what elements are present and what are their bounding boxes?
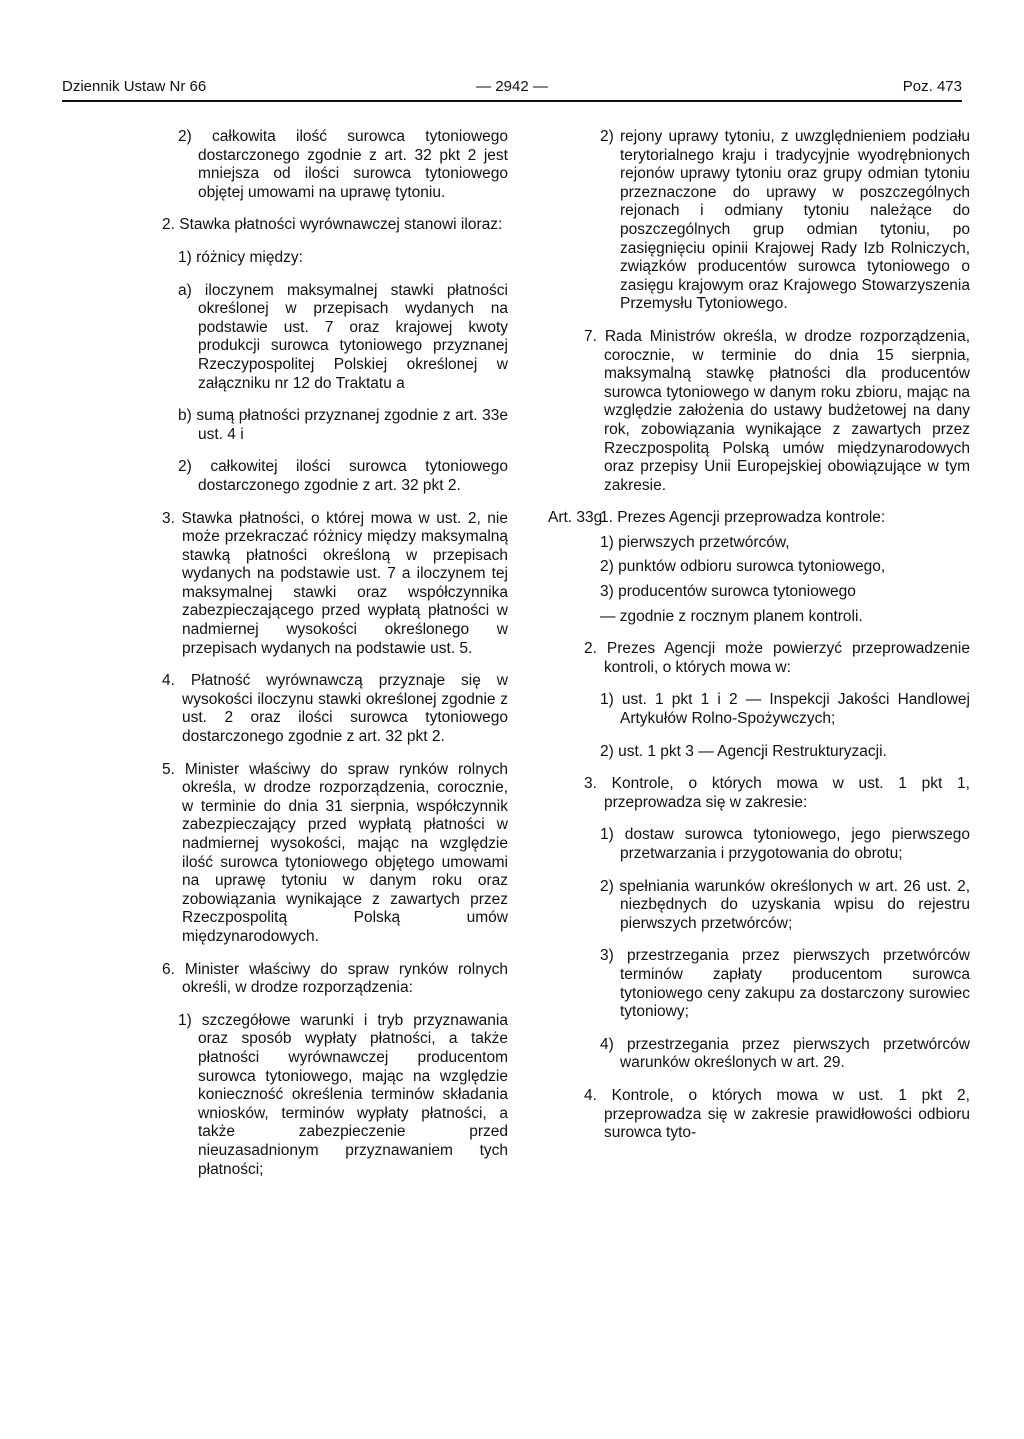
list-item: 4. Płatność wyrównawczą przyznaje się w wysokości iloczynu stawki określonej zgodnie z ust. 2 oraz ilości surowca tytoniowego dostarczonego zgodnie z art. 32 pkt 2. [162, 672, 508, 746]
article-heading [548, 509, 970, 528]
article-label: Art. 33g. [548, 509, 607, 527]
list-item: 3) przestrzegania przez pierwszych przetwórców terminów zapłaty producentom surowca tytoniowego ceny zakupu za dostarczony surowiec tytoniowy; [600, 947, 970, 1021]
list-item: b) sumą płatności przyznanej zgodnie z art. 33e ust. 4 i [178, 407, 508, 443]
list-item: 4) przestrzegania przez pierwszych przetwórców warunków określonych w art. 29. [600, 1035, 970, 1072]
header-rule [62, 100, 962, 102]
page-header [62, 78, 962, 102]
list-item: — zgodnie z rocznym planem kontroli. [600, 607, 863, 625]
list-item: 2. Prezes Agencji może powierzyć przeprowadzenie kontroli, o których mowa w: [584, 640, 970, 676]
position-number: Poz. 473 [902, 78, 962, 95]
list-item: 2) ust. 1 pkt 3 — Agencji Restrukturyzacji. [600, 742, 887, 760]
list-item: 2) punktów odbioru surowca tytoniowego, [600, 558, 886, 576]
list-item: 2. Stawka płatności wyrównawczej stanowi iloraz: [162, 216, 503, 234]
list-item: 2) całkowitej ilości surowca tytoniowego dostarczonego zgodnie z art. 32 pkt 2. [178, 458, 508, 494]
left-column [162, 128, 508, 1193]
list-item: 2) rejony uprawy tytoniu, z uwzględnieniem podziału terytorialnego kraju i tradycyjnie wyodrębnionych rejonów uprawy tytoniu oraz grupy odmian tytoniu przeznaczone do uprawy w poszczególnych rejonach i odmiany tytoniu należące do poszczególnych grup odmian tytoniu, po zasięgnięciu opinii Krajowej Rady Izb Rolniczych, związków producentów surowca tytoniowego o zasięgu krajowym oraz Krajowego Stowarzyszenia Przemysłu Tytoniowego. [600, 128, 970, 313]
list-item: 3) producentów surowca tytoniowego [600, 583, 856, 601]
list-item: 1) pierwszych przetwórców, [600, 533, 790, 551]
page-number: — 2942 — [476, 78, 548, 95]
list-item: 1) dostaw surowca tytoniowego, jego pierwszego przetwarzania i przygotowania do obrotu; [600, 826, 970, 862]
list-item: 3. Stawka płatności, o której mowa w ust. 2, nie może przekraczać różnicy między maksymalną stawką płatności określoną w przepisach wydanych na podstawie ust. 7 a iloczynem tej maksymalnej stawki oraz współczynnika zabezpieczającego przed wypłatą płatności w nadmiernej wysokości określonego w przepisach wydanych na podstawie ust. 5. [162, 509, 508, 657]
list-item: 7. Rada Ministrów określa, w drodze rozporządzenia, corocznie, w terminie do dnia 15 sierpnia, maksymalną stawkę płatności dla producentów surowca tytoniowego w danym roku zbioru, mając na względzie założenia do ustawy budżetowej na dany rok, zobowiązania wynikające z zawartych przez Rzeczpospolitą Polską umów międzynarodowych oraz przepisy Unii Europejskiej obowiązujące w tym zakresie. [584, 327, 970, 494]
list-item: 1) ust. 1 pkt 1 i 2 — Inspekcji Jakości Handlowej Artykułów Rolno-Spożywczych; [600, 691, 970, 728]
list-item: 1) szczegółowe warunki i tryb przyznawania oraz sposób wypłaty płatności, a także płatności wyrównawczej producentom surowca tytoniowego, mając na względzie konieczność określenia terminów składania wniosków, terminów wypłaty płatności, a także zabezpieczenie przed nieuzasadnionym przyznawaniem tych płatności; [178, 1011, 508, 1178]
list-item: 6. Minister właściwy do spraw rynków rolnych określi, w drodze rozporządzenia: [162, 960, 508, 997]
list-item: 2) całkowita ilość surowca tytoniowego dostarczonego zgodnie z art. 32 pkt 2 jest mniejsza od ilości surowca tytoniowego objętej umowami na uprawę tytoniu. [178, 128, 508, 201]
list-item: 3. Kontrole, o których mowa w ust. 1 pkt 1, przeprowadza się w zakresie: [584, 775, 970, 811]
list-item: 4. Kontrole, o których mowa w ust. 1 pkt 2, przeprowadza się w zakresie prawidłowości odbioru surowca tyto- [584, 1086, 970, 1142]
journal-title: Dziennik Ustaw Nr 66 [62, 78, 207, 95]
list-item: 2) spełniania warunków określonych w art. 26 ust. 2, niezbędnych do uzyskania wpisu do rejestru pierwszych przetwórców; [600, 877, 970, 932]
right-column [548, 128, 970, 1157]
list-item: 1) różnicy między: [178, 248, 303, 266]
list-item: a) iloczynem maksymalnej stawki płatności określonej w przepisach wydanych na podstawie ust. 7 oraz krajowej kwoty produkcji surowca tytoniowego przyznanej Rzeczypospolitej Polskiej określonej w załączniku nr 12 do Traktatu a [178, 281, 508, 392]
list-item: 1. Prezes Agencji przeprowadza kontrole: [600, 509, 886, 527]
list-item: 5. Minister właściwy do spraw rynków rolnych określa, w drodze rozporządzenia, corocznie, w terminie do dnia 31 sierpnia, współczynnik zabezpieczający przed wypłatą płatności w nadmiernej wysokości, mając na względzie ilość surowca tytoniowego objętego umowami na uprawę tytoniu w danym roku oraz zobowiązania wynikające z zawartych przez Rzeczpospolitą Polską umów międzynarodowych. [162, 760, 508, 945]
